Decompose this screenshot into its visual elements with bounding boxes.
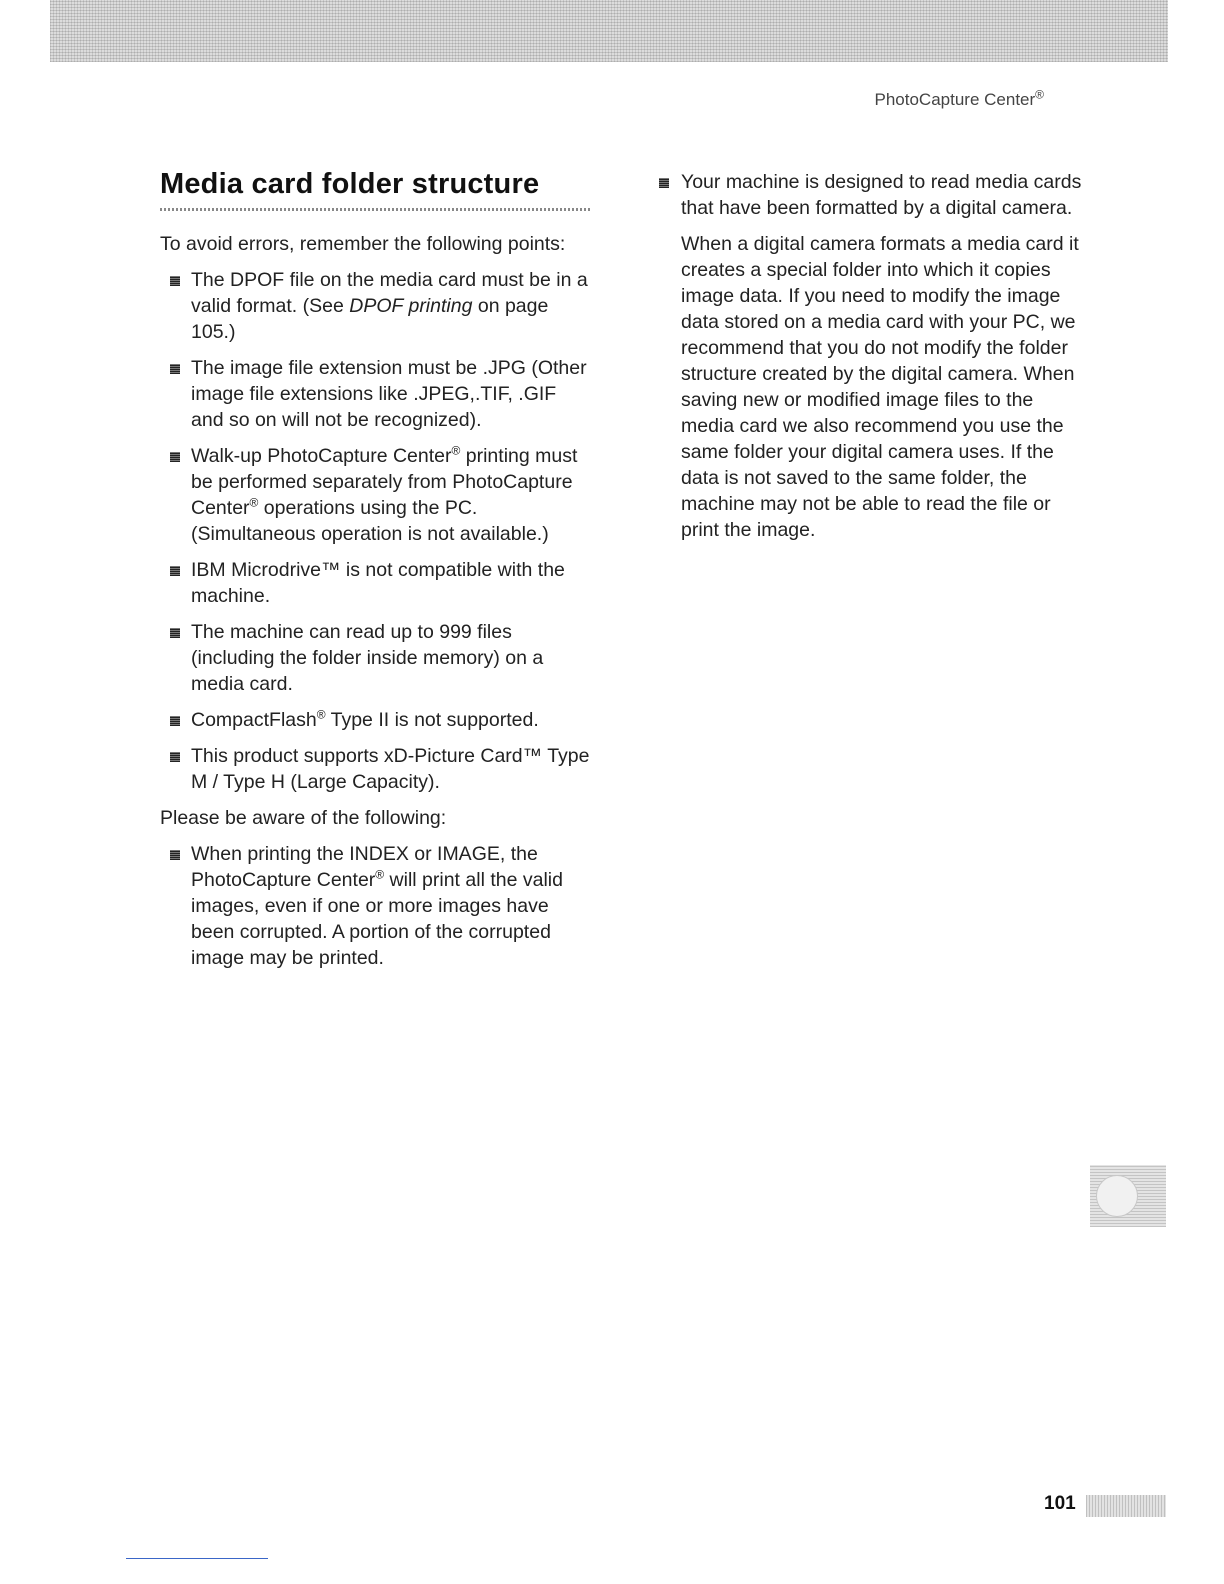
list-item: IBM Microdrive™ is not compatible with the machine.: [160, 557, 590, 609]
chapter-tab-marker: [1090, 1165, 1166, 1227]
title-divider: [160, 208, 590, 211]
intro-text: To avoid errors, remember the following points:: [160, 233, 566, 255]
bullet-icon: [170, 752, 180, 762]
aware-list: [160, 841, 590, 971]
running-header-text: PhotoCapture Center: [874, 90, 1036, 109]
right-column: [656, 169, 1086, 543]
folder-structure-paragraph: When a digital camera formats a media card it creates a special folder into which it copies image data. If you need to modify the image data stored on a media card with your PC, we recommend that you do not modify the folder structure created by the digital camera. When saving new or modified image files to the media card we also recommend you use the same folder your digital camera uses. If the data is not saved to the same folder, the machine may not be able to read the file or print the image.: [681, 233, 1079, 541]
dpof-printing-link[interactable]: DPOF printing: [349, 295, 473, 317]
left-column: [160, 166, 590, 981]
bullet-icon: [170, 716, 180, 726]
list-item: The machine can read up to 999 files (including the folder inside memory) on a media card.: [160, 619, 590, 697]
list-item: Walk-up PhotoCapture Center® printing must be performed separately from PhotoCapture Center® operations using the PC. (Simultaneous operation is not available.): [160, 443, 590, 547]
header-band: [50, 0, 1168, 62]
list-item: The DPOF file on the media card must be in a valid format. (See DPOF printing on page 105.): [160, 267, 590, 345]
bullet-icon: [170, 364, 180, 374]
list-item: When printing the INDEX or IMAGE, the PhotoCapture Center® will print all the valid images, even if one or more images have been corrupted. A portion of the corrupted image may be printed.: [160, 841, 590, 971]
list-item: CompactFlash® Type II is not supported.: [160, 707, 590, 733]
bullet-icon: [170, 452, 180, 462]
aware-intro-text: Please be aware of the following:: [160, 807, 447, 829]
page-tab-band: [1086, 1495, 1166, 1517]
list-item: The image file extension must be .JPG (Other image file extensions like .JPEG,.TIF, .GIF and so on will not be recognized).: [160, 355, 590, 433]
running-header: [874, 87, 1045, 110]
list-item: Your machine is designed to read media cards that have been formatted by a digital camera.: [656, 169, 1086, 221]
right-list: [656, 169, 1086, 221]
bullet-icon: [170, 566, 180, 576]
registered-mark: ®: [1035, 87, 1044, 102]
bullet-icon: [170, 850, 180, 860]
bullet-icon: [659, 178, 669, 188]
footer-rule: [126, 1558, 268, 1559]
bullet-icon: [170, 276, 180, 286]
section-title: Media card folder structure: [160, 168, 540, 200]
page-number: 101: [1044, 1493, 1076, 1514]
chapter-circle-icon: [1096, 1175, 1138, 1217]
bullet-icon: [170, 628, 180, 638]
list-item: This product supports xD-Picture Card™ Type M / Type H (Large Capacity).: [160, 743, 590, 795]
points-list: [160, 267, 590, 795]
